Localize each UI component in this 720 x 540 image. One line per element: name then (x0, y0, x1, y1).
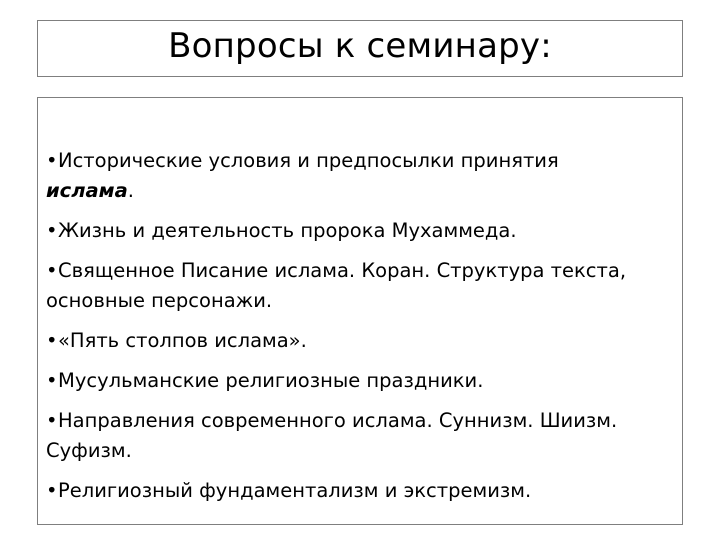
bullet-icon: • (46, 149, 58, 172)
bullet-icon: • (46, 329, 58, 352)
bullet-icon: • (46, 369, 58, 392)
list-item-text: Жизнь и деятельность пророка Мухаммеда. (58, 219, 517, 242)
list-item (46, 146, 674, 206)
slide-title: Вопросы к семинару: (168, 25, 552, 66)
bullet-icon: • (46, 259, 58, 282)
bullet-icon: • (46, 219, 58, 242)
list-item (46, 326, 674, 356)
bullet-icon: • (46, 479, 58, 502)
list-item-text: «Пять столпов ислама». (58, 329, 307, 352)
content-box (37, 97, 683, 525)
bullet-icon: • (46, 409, 58, 432)
list-item (46, 406, 674, 466)
list-item (46, 366, 674, 396)
list-item-emphasis: ислама (46, 179, 128, 202)
list-item-text: Исторические условия и предпосылки принятия (58, 149, 559, 172)
list-item-text: Религиозный фундаментализм и экстремизм. (58, 479, 532, 502)
question-list (46, 146, 674, 516)
list-item (46, 256, 674, 316)
list-item-text: Направления современного ислама. Суннизм. Шиизм. Суфизм. (46, 409, 618, 462)
list-item-tail: . (127, 179, 134, 202)
list-item-text: Священное Писание ислама. Коран. Структура текста, основные персонажи. (46, 259, 627, 312)
list-item (46, 476, 674, 506)
title-box (37, 20, 683, 77)
list-item-text: Мусульманские религиозные праздники. (58, 369, 484, 392)
list-item (46, 216, 674, 246)
